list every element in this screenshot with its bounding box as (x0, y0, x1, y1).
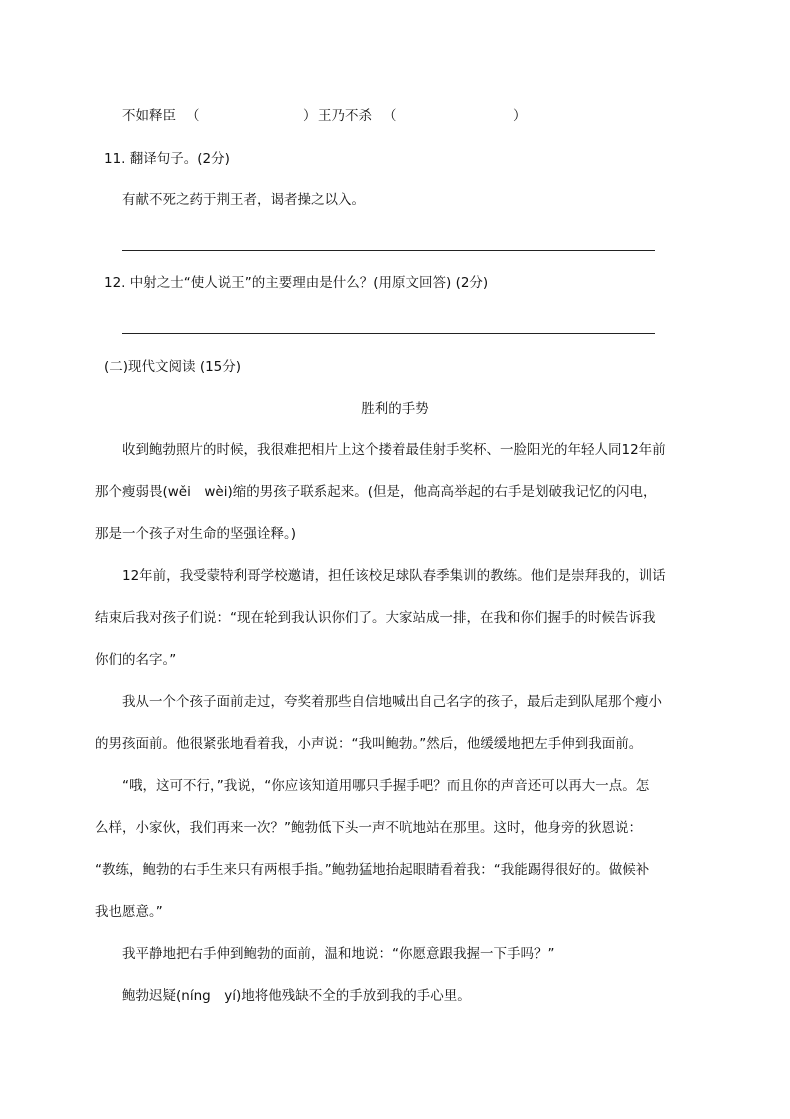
q12-prompt: 12. 中射之士“使人说王”的主要理由是什么？(用原文回答) (2分) (104, 275, 489, 291)
q10-blank-1-close: ） (303, 108, 317, 124)
passage-line: 收到鲍勃照片的时候，我很难把相片上这个搂着最佳射手奖杯、一脸阳光的年轻人同12年前 (122, 442, 666, 458)
passage-line: 你们的名字。” (95, 652, 177, 668)
passage-line: 那是一个孩子对生命的坚强诠释。) (95, 526, 297, 542)
passage-line: 我从一个个孩子面前走过，夸奖着那些自信地喊出自己名字的孩子，最后走到队尾那个瘦小 (122, 694, 662, 710)
passage-line: 的男孩面前。他很紧张地看着我，小声说：“我叫鲍勃。”然后，他缓缓地把左手伸到我面前。 (95, 736, 643, 752)
q10-item-1: 不如释臣 (122, 108, 176, 124)
passage-line: 我也愿意。” (95, 904, 163, 920)
q11-sentence: 有献不死之药于荆王者，谒者操之以入。 (122, 192, 365, 208)
passage-line: “教练，鲍勃的右手生来只有两根手指。”鲍勃猛地抬起眼睛看着我：“我能踢得很好的。做候补 (95, 862, 650, 878)
q11-answer-line (122, 250, 655, 251)
section-heading: (二)现代文阅读 (15分) (104, 359, 242, 375)
q11-prompt: 11. 翻译句子。(2分) (104, 151, 230, 167)
passage-title: 胜利的手势 (361, 401, 429, 417)
q10-blank-2-open: （ (383, 108, 397, 124)
passage-line: 么样，小家伙，我们再来一次？”鲍勃低下头一声不吭地站在那里。这时，他身旁的狄恩说： (95, 820, 642, 836)
passage-line: 我平静地把右手伸到鲍勃的面前，温和地说：“你愿意跟我握一下手吗？” (122, 946, 555, 962)
q12-answer-line (122, 333, 655, 334)
q10-blank-2-close: ） (513, 108, 527, 124)
q10-item-2: 王乃不杀 (318, 108, 372, 124)
passage-line: 那个瘦弱畏(wěi wèi)缩的男孩子联系起来。(但是，他高高举起的右手是划破我记忆的闪电， (95, 484, 657, 500)
passage-line: 12年前，我受蒙特利哥学校邀请，担任该校足球队春季集训的教练。他们是崇拜我的，训话 (122, 568, 666, 584)
passage-line: 结束后我对孩子们说：“现在轮到我认识你们了。大家站成一排，在我和你们握手的时候告诉我 (95, 610, 656, 626)
q10-blank-1-open: （ (186, 108, 200, 124)
passage-line: “哦，这可不行，”我说，“你应该知道用哪只手握手吧？而且你的声音还可以再大一点。怎 (122, 778, 650, 794)
passage-line: 鲍勃迟疑(níng yí)地将他残缺不全的手放到我的手心里。 (122, 988, 471, 1004)
